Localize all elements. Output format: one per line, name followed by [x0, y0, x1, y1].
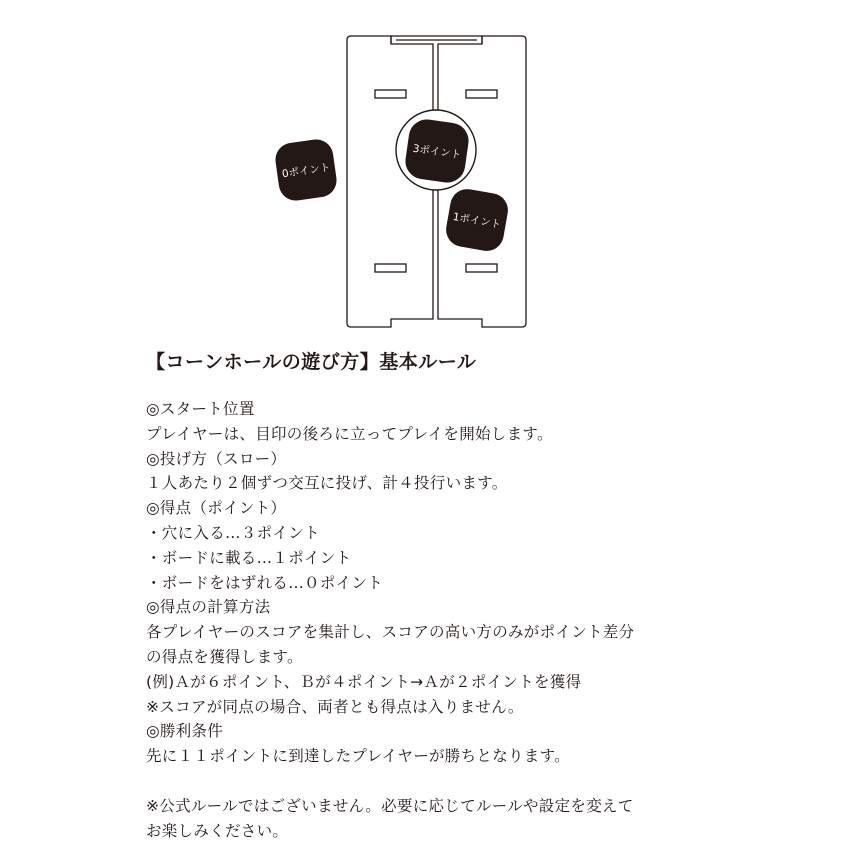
disclaimer-note	[146, 794, 846, 844]
section-line: ・穴に入る…３ポイント	[146, 523, 320, 542]
section-line: 先に１１ポイントに到達したプレイヤーが勝ちとなります。	[146, 747, 570, 766]
section-heading: ◎得点の計算方法	[146, 598, 271, 617]
section-line: １人あたり２個ずつ交互に投げ、計４投行います。	[146, 474, 508, 493]
section-line: プレイヤーは、目印の後ろに立ってプレイを開始します。	[146, 424, 553, 443]
one-point-badge	[443, 186, 510, 253]
section-victory-condition	[146, 719, 846, 769]
upper-left-slot	[375, 90, 406, 98]
section-line: の得点を獲得します。	[146, 647, 303, 666]
section-heading: ◎得点（ポイント）	[146, 499, 287, 518]
section-start-position	[146, 397, 846, 447]
section-heading: ◎勝利条件	[146, 722, 224, 741]
note-line: ※公式ルールではございません。必要に応じてルールや設定を変えて	[146, 796, 634, 815]
zero-point-label: 0ポイント	[281, 161, 332, 181]
zero-point-badge	[273, 137, 339, 203]
lower-left-slot	[375, 264, 406, 272]
note-line: お楽しみください。	[146, 821, 289, 840]
lower-right-slot	[466, 264, 497, 272]
three-point-label: 3ポイント	[411, 142, 462, 162]
cornhole-board-diagram	[0, 0, 865, 335]
section-line: ・ボードに載る…１ポイント	[146, 548, 352, 567]
three-point-badge	[403, 117, 471, 185]
section-throwing	[146, 447, 846, 497]
upper-right-slot	[466, 90, 497, 98]
section-score-calculation	[146, 595, 846, 719]
section-line: ※スコアが同点の場合、両者とも得点は入りません。	[146, 697, 524, 716]
section-heading: ◎スタート位置	[146, 400, 255, 418]
rules-title: 【コーンホールの遊び方】基本ルール	[146, 351, 477, 373]
section-heading: ◎投げ方（スロー）	[146, 449, 287, 468]
section-line: 各プレイヤーのスコアを集計し、スコアの高い方のみがポイント差分	[146, 623, 635, 642]
section-line: ・ボードをはずれる…０ポイント	[146, 573, 384, 592]
section-line: (例)Ａが６ポイント、Ｂが４ポイント→Ａが２ポイントを獲得	[146, 672, 582, 691]
section-scoring	[146, 496, 846, 595]
one-point-label: 1ポイント	[451, 210, 502, 232]
spacer	[146, 769, 846, 794]
rules-body	[146, 397, 846, 843]
